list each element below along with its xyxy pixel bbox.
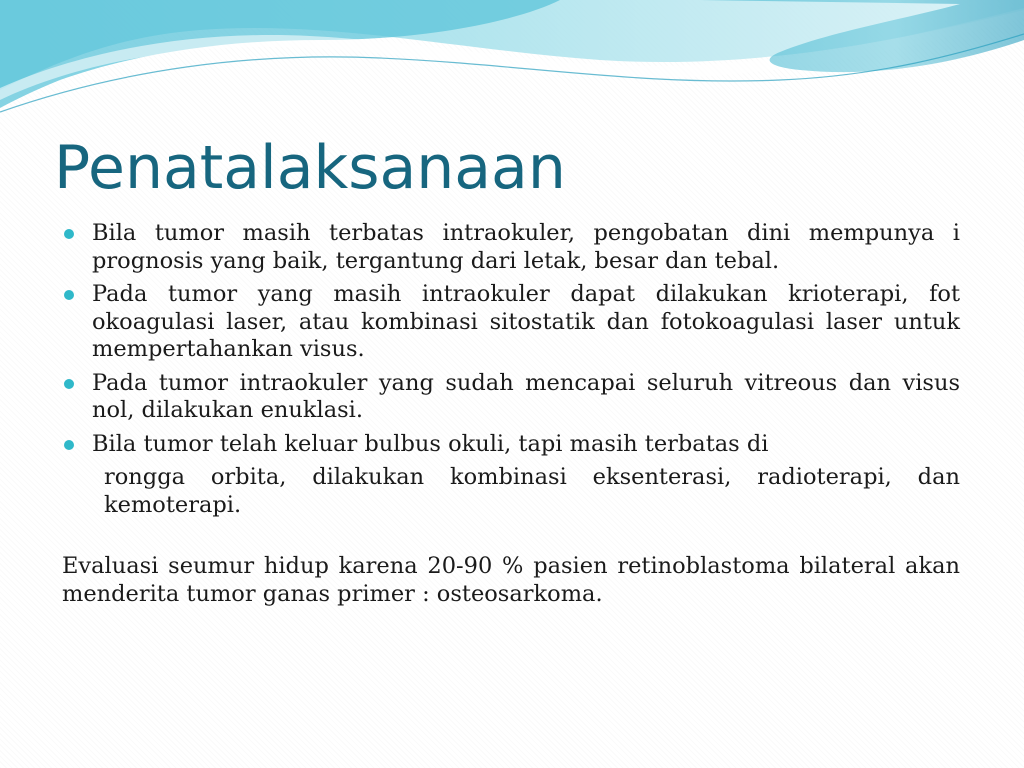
bullet-item (62, 281, 960, 364)
bullet-list (62, 220, 960, 519)
bullet-dot-icon (64, 440, 74, 450)
bullet-text: Bila tumor telah keluar bulbus okuli, tapi masih terbatas di (92, 430, 769, 457)
header-waves-decoration (0, 0, 1024, 120)
bullet-text-continuation: rongga orbita, dilakukan kombinasi eksenterasi, radioterapi, dan kemoterapi. (104, 464, 960, 518)
bullet-text: Pada tumor intraokuler yang sudah mencapai seluruh vitreous dan visus nol, dilakukan enuklasi. (92, 369, 960, 423)
bullet-text: Pada tumor yang masih intraokuler dapat dilakukan krioterapi, fot okoagulasi laser, atau kombinasi sitostatik dan fotokoagulasi laser untuk mempertahankan visus. (92, 281, 960, 362)
bullet-dot-icon (64, 290, 74, 300)
slide-body (62, 220, 960, 631)
bullet-dot-icon (64, 379, 74, 389)
bullet-item (62, 431, 960, 520)
evaluation-paragraph: Evaluasi seumur hidup karena 20-90 % pasien retinoblastoma bilateral akan menderita tumor ganas primer : osteosarkoma. (62, 553, 960, 607)
bullet-item (62, 370, 960, 425)
slide-title: Penatalaksanaan (54, 133, 566, 203)
bullet-text: Bila tumor masih terbatas intraokuler, pengobatan dini mempunya i prognosis yang baik, tergantung dari letak, besar dan tebal. (92, 220, 960, 274)
bullet-dot-icon (64, 229, 74, 239)
bullet-item (62, 220, 960, 275)
